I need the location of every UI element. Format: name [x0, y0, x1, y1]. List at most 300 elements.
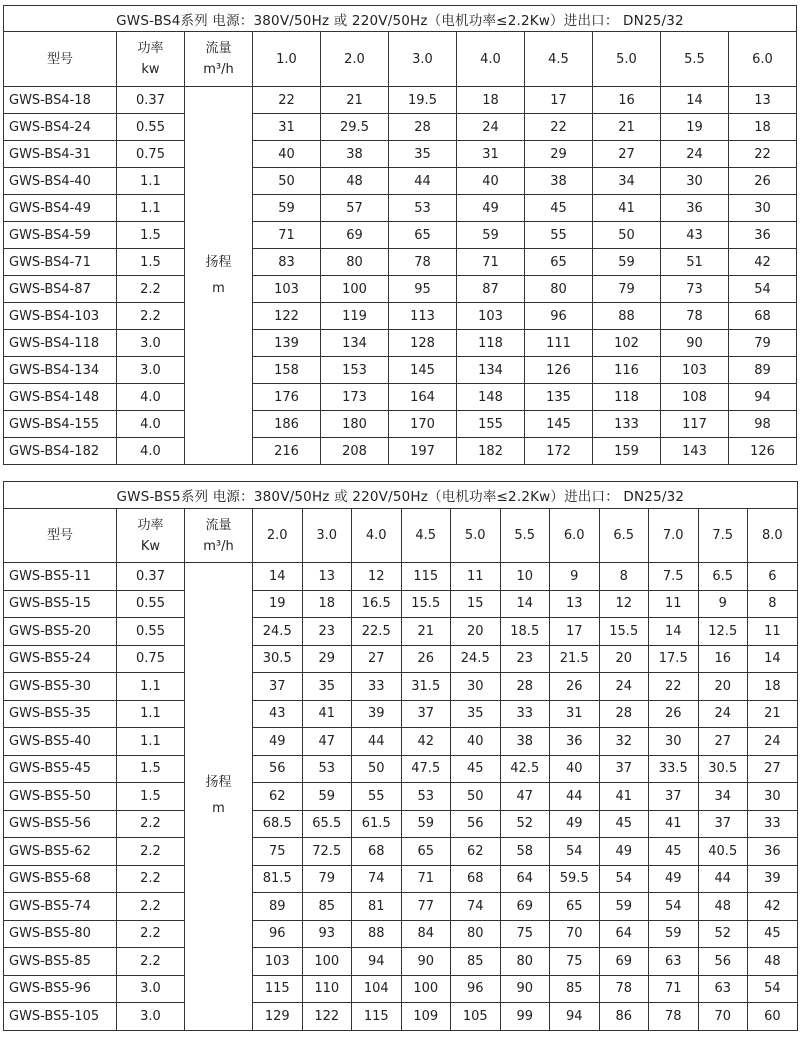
head-value-cell: 21.5	[550, 645, 600, 673]
head-value-cell: 74	[352, 865, 402, 893]
model-cell: GWS-BS4-103	[4, 303, 117, 330]
head-value-cell: 57	[321, 195, 389, 222]
head-value-cell: 17	[525, 87, 593, 114]
head-value-cell: 33	[748, 810, 798, 838]
head-value-cell: 18.5	[500, 618, 550, 646]
head-value-cell: 6.5	[698, 563, 748, 591]
flow-column-header: 7.0	[649, 509, 699, 563]
head-value-cell: 22	[649, 673, 699, 701]
head-value-cell: 49	[599, 838, 649, 866]
head-value-cell: 41	[649, 810, 699, 838]
head-value-cell: 103	[253, 276, 321, 303]
head-value-cell: 98	[729, 411, 797, 438]
head-value-cell: 103	[457, 303, 525, 330]
head-value-cell: 18	[302, 590, 352, 618]
head-value-cell: 118	[457, 330, 525, 357]
flow-column-header: 4.5	[525, 32, 593, 87]
head-value-cell: 52	[698, 920, 748, 948]
head-unit: m	[212, 801, 225, 817]
power-cell: 2.2	[117, 276, 185, 303]
model-cell: GWS-BS5-62	[4, 838, 117, 866]
head-value-cell: 90	[500, 975, 550, 1003]
flow-column-header: 6.0	[729, 32, 797, 87]
head-value-cell: 96	[525, 303, 593, 330]
head-value-cell: 24	[748, 728, 798, 756]
bs5-flow-unit: m³/h	[203, 538, 234, 554]
table-row	[4, 975, 798, 1003]
head-value-cell: 8	[748, 590, 798, 618]
head-value-cell: 34	[698, 783, 748, 811]
head-value-cell: 145	[525, 411, 593, 438]
head-value-cell: 27	[748, 755, 798, 783]
head-value-cell: 47	[302, 728, 352, 756]
head-unit: m	[212, 280, 225, 296]
head-value-cell: 118	[593, 384, 661, 411]
head-value-cell: 116	[593, 357, 661, 384]
head-value-cell: 42	[401, 728, 451, 756]
head-value-cell: 103	[661, 357, 729, 384]
head-value-cell: 39	[748, 865, 798, 893]
head-value-cell: 55	[352, 783, 402, 811]
power-cell: 0.55	[117, 114, 185, 141]
head-value-cell: 89	[729, 357, 797, 384]
power-cell: 1.1	[117, 700, 185, 728]
model-cell: GWS-BS5-30	[4, 673, 117, 701]
flow-column-header: 4.0	[457, 32, 525, 87]
head-value-cell: 20	[698, 673, 748, 701]
head-value-cell: 86	[599, 1003, 649, 1031]
head-value-cell: 50	[451, 783, 501, 811]
head-value-cell: 37	[401, 700, 451, 728]
head-value-cell: 78	[389, 249, 457, 276]
table-row	[4, 222, 797, 249]
bs5-spec-table	[3, 481, 798, 1031]
head-value-cell: 115	[352, 1003, 402, 1031]
head-value-cell: 41	[593, 195, 661, 222]
table-row	[4, 303, 797, 330]
head-value-cell: 24.5	[253, 618, 303, 646]
flow-column-header: 2.0	[321, 32, 389, 87]
table-row	[4, 728, 798, 756]
head-value-cell: 216	[253, 438, 321, 465]
power-cell: 1.5	[117, 222, 185, 249]
head-value-cell: 47.5	[401, 755, 451, 783]
head-value-cell: 65	[525, 249, 593, 276]
model-cell: GWS-BS4-148	[4, 384, 117, 411]
head-value-cell: 113	[389, 303, 457, 330]
head-value-cell: 128	[389, 330, 457, 357]
head-value-cell: 30	[729, 195, 797, 222]
head-value-cell: 164	[389, 384, 457, 411]
head-value-cell: 59	[649, 920, 699, 948]
flow-column-header: 3.0	[302, 509, 352, 563]
head-value-cell: 28	[599, 700, 649, 728]
head-value-cell: 35	[451, 700, 501, 728]
head-value-cell: 28	[500, 673, 550, 701]
head-value-cell: 176	[253, 384, 321, 411]
head-value-cell: 135	[525, 384, 593, 411]
model-cell: GWS-BS4-59	[4, 222, 117, 249]
head-value-cell: 49	[649, 865, 699, 893]
table-row	[4, 195, 797, 222]
head-value-cell: 95	[389, 276, 457, 303]
head-value-cell: 21	[401, 618, 451, 646]
head-value-cell: 41	[599, 783, 649, 811]
head-value-cell: 21	[593, 114, 661, 141]
power-cell: 3.0	[117, 975, 185, 1003]
model-cell: GWS-BS4-49	[4, 195, 117, 222]
model-cell: GWS-BS5-74	[4, 893, 117, 921]
power-cell: 1.1	[117, 673, 185, 701]
head-value-cell: 180	[321, 411, 389, 438]
model-cell: GWS-BS4-87	[4, 276, 117, 303]
head-value-cell: 29	[302, 645, 352, 673]
head-value-cell: 88	[593, 303, 661, 330]
head-value-cell: 148	[457, 384, 525, 411]
head-value-cell: 75	[253, 838, 303, 866]
bs4-table-title: GWS-BS4系列 电源：380V/50Hz 或 220V/50Hz（电机功率≤2.2Kw）进出口： DN25/32	[4, 6, 797, 32]
head-value-cell: 208	[321, 438, 389, 465]
head-value-cell: 53	[401, 783, 451, 811]
head-value-cell: 14	[649, 618, 699, 646]
table-row	[4, 948, 798, 976]
head-value-cell: 96	[451, 975, 501, 1003]
flow-column-header: 1.0	[253, 32, 321, 87]
head-value-cell: 27	[352, 645, 402, 673]
bs4-title-row	[4, 6, 797, 32]
head-value-cell: 100	[302, 948, 352, 976]
head-value-cell: 56	[451, 810, 501, 838]
head-value-cell: 182	[457, 438, 525, 465]
bs5-flow-header	[185, 509, 253, 563]
head-value-cell: 103	[253, 948, 303, 976]
head-value-cell: 39	[352, 700, 402, 728]
power-cell: 0.37	[117, 563, 185, 591]
head-value-cell: 72.5	[302, 838, 352, 866]
head-value-cell: 45	[748, 920, 798, 948]
head-value-cell: 49	[550, 810, 600, 838]
head-value-cell: 26	[550, 673, 600, 701]
flow-column-header: 4.5	[401, 509, 451, 563]
table-row	[4, 249, 797, 276]
power-cell: 3.0	[117, 1003, 185, 1031]
head-value-cell: 40.5	[698, 838, 748, 866]
head-value-cell: 173	[321, 384, 389, 411]
head-value-cell: 41	[302, 700, 352, 728]
head-value-cell: 100	[401, 975, 451, 1003]
model-cell: GWS-BS5-105	[4, 1003, 117, 1031]
table-row	[4, 673, 798, 701]
head-value-cell: 71	[401, 865, 451, 893]
table-row	[4, 438, 797, 465]
head-value-cell: 133	[593, 411, 661, 438]
head-value-cell: 159	[593, 438, 661, 465]
head-value-cell: 56	[253, 755, 303, 783]
power-cell: 2.2	[117, 893, 185, 921]
head-value-cell: 33	[352, 673, 402, 701]
power-cell: 1.5	[117, 783, 185, 811]
head-value-cell: 53	[302, 755, 352, 783]
head-value-cell: 42	[729, 249, 797, 276]
head-value-cell: 30	[649, 728, 699, 756]
head-value-cell: 69	[599, 948, 649, 976]
head-value-cell: 74	[451, 893, 501, 921]
head-value-cell: 40	[451, 728, 501, 756]
head-value-cell: 12.5	[698, 618, 748, 646]
head-value-cell: 134	[457, 357, 525, 384]
head-value-cell: 11	[451, 563, 501, 591]
head-value-cell: 45	[451, 755, 501, 783]
head-value-cell: 15.5	[401, 590, 451, 618]
head-value-cell: 87	[457, 276, 525, 303]
head-value-cell: 21	[748, 700, 798, 728]
head-value-cell: 30.5	[698, 755, 748, 783]
model-cell: GWS-BS5-15	[4, 590, 117, 618]
head-value-cell: 94	[729, 384, 797, 411]
model-cell: GWS-BS4-134	[4, 357, 117, 384]
head-value-cell: 19	[661, 114, 729, 141]
power-cell: 2.2	[117, 810, 185, 838]
head-value-cell: 24	[599, 673, 649, 701]
table-row	[4, 618, 798, 646]
head-value-cell: 16	[593, 87, 661, 114]
power-cell: 0.55	[117, 618, 185, 646]
head-value-cell: 65.5	[302, 810, 352, 838]
head-value-cell: 37	[649, 783, 699, 811]
head-value-cell: 79	[729, 330, 797, 357]
power-cell: 2.2	[117, 948, 185, 976]
head-value-cell: 170	[389, 411, 457, 438]
power-cell: 0.55	[117, 590, 185, 618]
head-value-cell: 78	[661, 303, 729, 330]
head-value-cell: 17	[550, 618, 600, 646]
model-cell: GWS-BS4-24	[4, 114, 117, 141]
head-value-cell: 8	[599, 563, 649, 591]
head-value-cell: 93	[302, 920, 352, 948]
head-value-cell: 65	[550, 893, 600, 921]
model-cell: GWS-BS4-40	[4, 168, 117, 195]
model-cell: GWS-BS5-68	[4, 865, 117, 893]
head-value-cell: 126	[729, 438, 797, 465]
head-value-cell: 50	[253, 168, 321, 195]
table-row	[4, 168, 797, 195]
table-row	[4, 920, 798, 948]
flow-column-header: 3.0	[389, 32, 457, 87]
head-value-cell: 23	[302, 618, 352, 646]
table-row	[4, 114, 797, 141]
head-value-cell: 38	[525, 168, 593, 195]
head-value-cell: 50	[593, 222, 661, 249]
head-value-cell: 100	[321, 276, 389, 303]
head-value-cell: 52	[500, 810, 550, 838]
head-value-cell: 153	[321, 357, 389, 384]
head-value-cell: 115	[253, 975, 303, 1003]
model-cell: GWS-BS5-96	[4, 975, 117, 1003]
model-cell: GWS-BS5-20	[4, 618, 117, 646]
flow-column-header: 6.0	[550, 509, 600, 563]
head-value-cell: 126	[525, 357, 593, 384]
head-value-cell: 143	[661, 438, 729, 465]
head-value-cell: 22	[253, 87, 321, 114]
flow-column-header: 5.5	[661, 32, 729, 87]
head-value-cell: 58	[500, 838, 550, 866]
flow-column-header: 7.5	[698, 509, 748, 563]
table-row	[4, 700, 798, 728]
bs5-power-header	[117, 509, 185, 563]
power-cell: 0.37	[117, 87, 185, 114]
model-cell: GWS-BS5-80	[4, 920, 117, 948]
head-value-cell: 36	[748, 838, 798, 866]
power-cell: 4.0	[117, 384, 185, 411]
head-value-cell: 70	[550, 920, 600, 948]
bs4-spec-table	[3, 5, 797, 465]
table-row	[4, 1003, 798, 1031]
model-cell: GWS-BS4-18	[4, 87, 117, 114]
table-row	[4, 893, 798, 921]
head-value-cell: 13	[550, 590, 600, 618]
head-value-cell: 158	[253, 357, 321, 384]
head-value-cell: 19.5	[389, 87, 457, 114]
power-cell: 1.1	[117, 168, 185, 195]
head-value-cell: 59	[401, 810, 451, 838]
head-value-cell: 13	[302, 563, 352, 591]
head-value-cell: 68	[729, 303, 797, 330]
head-value-cell: 30	[451, 673, 501, 701]
table-row	[4, 384, 797, 411]
head-value-cell: 94	[550, 1003, 600, 1031]
head-value-cell: 59.5	[550, 865, 600, 893]
bs4-power-label: 功率	[137, 41, 164, 56]
head-value-cell: 21	[321, 87, 389, 114]
table-row	[4, 590, 798, 618]
head-value-cell: 36	[550, 728, 600, 756]
head-value-cell: 172	[525, 438, 593, 465]
model-cell: GWS-BS5-40	[4, 728, 117, 756]
head-value-cell: 16.5	[352, 590, 402, 618]
head-value-cell: 99	[500, 1003, 550, 1031]
power-cell: 2.2	[117, 303, 185, 330]
head-value-cell: 27	[698, 728, 748, 756]
head-value-cell: 78	[599, 975, 649, 1003]
head-value-cell: 26	[649, 700, 699, 728]
head-value-cell: 42.5	[500, 755, 550, 783]
head-value-cell: 139	[253, 330, 321, 357]
head-value-cell: 60	[748, 1003, 798, 1031]
head-label-cell	[185, 563, 253, 1031]
head-value-cell: 85	[451, 948, 501, 976]
power-cell: 4.0	[117, 438, 185, 465]
flow-column-header: 2.0	[253, 509, 303, 563]
head-value-cell: 104	[352, 975, 402, 1003]
head-value-cell: 7.5	[649, 563, 699, 591]
head-value-cell: 71	[253, 222, 321, 249]
head-value-cell: 33	[500, 700, 550, 728]
table-row	[4, 276, 797, 303]
flow-column-header: 5.5	[500, 509, 550, 563]
head-value-cell: 36	[661, 195, 729, 222]
head-value-cell: 9	[550, 563, 600, 591]
head-value-cell: 117	[661, 411, 729, 438]
head-value-cell: 43	[253, 700, 303, 728]
head-value-cell: 68.5	[253, 810, 303, 838]
bs4-power-header	[117, 32, 185, 87]
head-value-cell: 71	[457, 249, 525, 276]
head-value-cell: 44	[352, 728, 402, 756]
head-value-cell: 23	[500, 645, 550, 673]
head-value-cell: 31	[550, 700, 600, 728]
head-value-cell: 85	[550, 975, 600, 1003]
head-value-cell: 18	[729, 114, 797, 141]
table-row	[4, 810, 798, 838]
bs4-flow-header	[185, 32, 253, 87]
head-value-cell: 70	[698, 1003, 748, 1031]
table-row	[4, 865, 798, 893]
table-row	[4, 357, 797, 384]
head-value-cell: 37	[599, 755, 649, 783]
head-value-cell: 59	[253, 195, 321, 222]
head-value-cell: 12	[352, 563, 402, 591]
head-value-cell: 59	[599, 893, 649, 921]
head-value-cell: 54	[649, 893, 699, 921]
head-value-cell: 75	[550, 948, 600, 976]
head-value-cell: 33.5	[649, 755, 699, 783]
head-value-cell: 84	[401, 920, 451, 948]
head-value-cell: 31.5	[401, 673, 451, 701]
table-row	[4, 755, 798, 783]
head-value-cell: 69	[500, 893, 550, 921]
head-value-cell: 108	[661, 384, 729, 411]
bs4-flow-label: 流量	[205, 41, 232, 56]
head-value-cell: 134	[321, 330, 389, 357]
head-value-cell: 15.5	[599, 618, 649, 646]
head-value-cell: 79	[302, 865, 352, 893]
head-value-cell: 65	[401, 838, 451, 866]
head-value-cell: 22	[525, 114, 593, 141]
head-value-cell: 12	[599, 590, 649, 618]
power-cell: 3.0	[117, 357, 185, 384]
head-value-cell: 77	[401, 893, 451, 921]
head-value-cell: 47	[500, 783, 550, 811]
head-value-cell: 129	[253, 1003, 303, 1031]
model-cell: GWS-BS5-35	[4, 700, 117, 728]
bs4-power-unit: kw	[141, 62, 160, 77]
table-row	[4, 645, 798, 673]
head-value-cell: 54	[599, 865, 649, 893]
bs4-flow-unit: m³/h	[203, 62, 234, 77]
head-value-cell: 15	[451, 590, 501, 618]
head-value-cell: 105	[451, 1003, 501, 1031]
model-cell: GWS-BS4-71	[4, 249, 117, 276]
flow-column-header: 4.0	[352, 509, 402, 563]
model-cell: GWS-BS5-85	[4, 948, 117, 976]
model-cell: GWS-BS4-155	[4, 411, 117, 438]
model-cell: GWS-BS5-50	[4, 783, 117, 811]
flow-column-header: 5.0	[593, 32, 661, 87]
head-value-cell: 37	[698, 810, 748, 838]
head-value-cell: 90	[401, 948, 451, 976]
bs5-flow-label: 流量	[205, 517, 232, 533]
head-value-cell: 68	[352, 838, 402, 866]
head-value-cell: 79	[593, 276, 661, 303]
table-row	[4, 87, 797, 114]
power-cell: 2.2	[117, 865, 185, 893]
model-cell: GWS-BS5-45	[4, 755, 117, 783]
power-cell: 0.75	[117, 645, 185, 673]
head-value-cell: 50	[352, 755, 402, 783]
table-row	[4, 783, 798, 811]
flow-column-header: 5.0	[451, 509, 501, 563]
head-value-cell: 80	[500, 948, 550, 976]
